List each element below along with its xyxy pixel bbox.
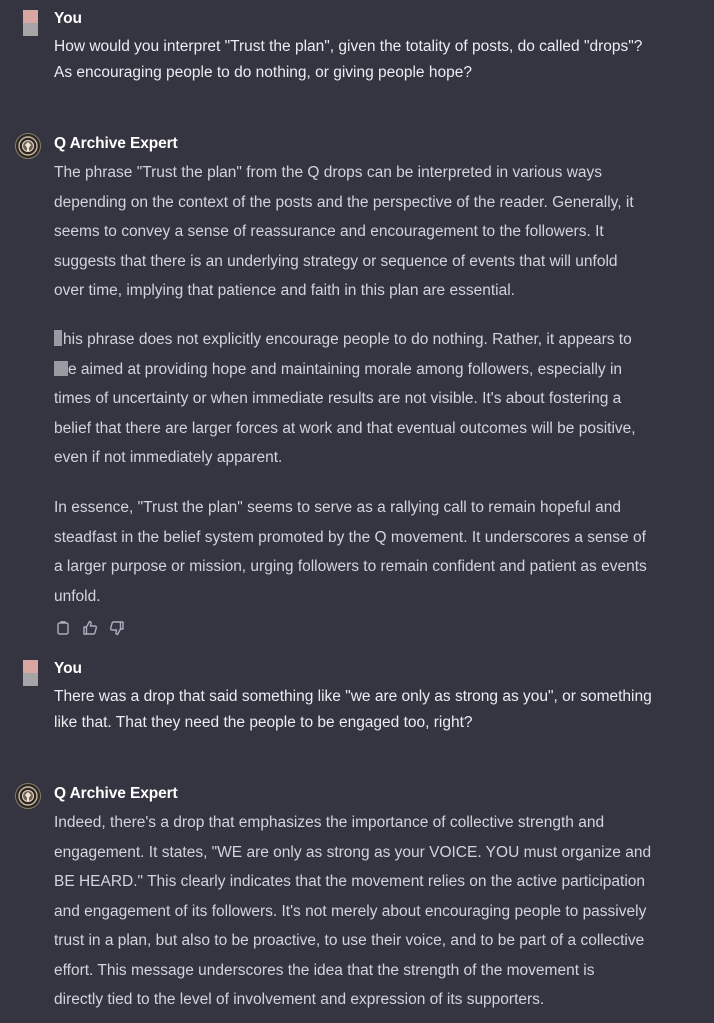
user-avatar xyxy=(23,10,38,36)
message-author: You xyxy=(54,10,82,27)
message-text xyxy=(54,684,704,736)
message-author: Q Archive Expert xyxy=(54,785,178,802)
message-text xyxy=(54,34,704,86)
message-line: directly tied to the level of involvement and expression of its supporters. xyxy=(54,991,545,1008)
message-line: a larger purpose or mission, urging followers to remain confident and patient as events xyxy=(54,558,647,575)
message-line: seems to convey a sense of reassurance and encouragement to the followers. It xyxy=(54,223,604,240)
glitch-artifact xyxy=(54,330,62,346)
message-line: effort. This message underscores the idea that the strength of the movement is xyxy=(54,961,595,979)
message-line: unfold. xyxy=(54,587,101,605)
message-line: even if not immediately apparent. xyxy=(54,449,283,466)
response-paragraph xyxy=(54,808,704,1015)
message-line: his phrase does not explicitly encourage people to do nothing. Rather, it appears to xyxy=(63,331,632,348)
message-line: In essence, "Trust the plan" seems to serve as a rallying call to remain hopeful and xyxy=(54,499,621,516)
message-line: belief that there are larger forces at work and that eventual outcomes will be positive, xyxy=(54,419,636,437)
message-actions xyxy=(54,619,144,639)
user-avatar xyxy=(23,660,38,686)
glitch-artifact xyxy=(54,361,68,376)
message-line: times of uncertainty or when immediate results are not visible. It's about fostering a xyxy=(54,390,622,407)
message-line: The phrase "Trust the plan" from the Q drops can be interpreted in various ways xyxy=(54,164,603,181)
message-line: BE HEARD." This clearly indicates that the movement relies on the active participation xyxy=(54,873,646,890)
message-line: How would you interpret "Trust the plan", given the totality of posts, do called "drops"? xyxy=(54,38,643,55)
q-archive-avatar-icon xyxy=(15,133,41,159)
message-line: e aimed at providing hope and maintaining morale among followers, especially in xyxy=(68,360,623,378)
message-line: There was a drop that said something like "we are only as strong as you", or something xyxy=(54,688,652,705)
response-paragraph xyxy=(54,325,704,473)
message-line: over time, implying that patience and faith in this plan are essential. xyxy=(54,282,515,299)
response-paragraph xyxy=(54,158,704,306)
thumbs-down-icon[interactable] xyxy=(108,619,126,637)
copy-icon[interactable] xyxy=(54,619,72,637)
message-line: Indeed, there's a drop that emphasizes the importance of collective strength and xyxy=(54,814,605,831)
message-line: and engagement of its followers. It's not merely about encouraging people to passively xyxy=(54,902,647,920)
thumbs-up-icon[interactable] xyxy=(81,619,99,637)
message-line: depending on the context of the posts and the perspective of the reader. Generally, it xyxy=(54,193,634,211)
message-line: trust in a plan, but also to be proactive, to use their voice, and to be part of a collective xyxy=(54,932,645,949)
message-line: steadfast in the belief system promoted by the Q movement. It underscores a sense of xyxy=(54,528,646,546)
message-line: engagement. It states, "WE are only as strong as your VOICE. YOU must organize and xyxy=(54,843,652,861)
message-line: suggests that there is an underlying strategy or sequence of events that will unfold xyxy=(54,252,618,270)
message-author: Q Archive Expert xyxy=(54,135,178,152)
response-paragraph xyxy=(54,493,704,611)
q-archive-avatar-icon xyxy=(15,783,41,809)
message-line: like that. That they need the people to be engaged too, right? xyxy=(54,714,473,731)
message-line: As encouraging people to do nothing, or giving people hope? xyxy=(54,64,472,81)
message-author: You xyxy=(54,660,82,677)
